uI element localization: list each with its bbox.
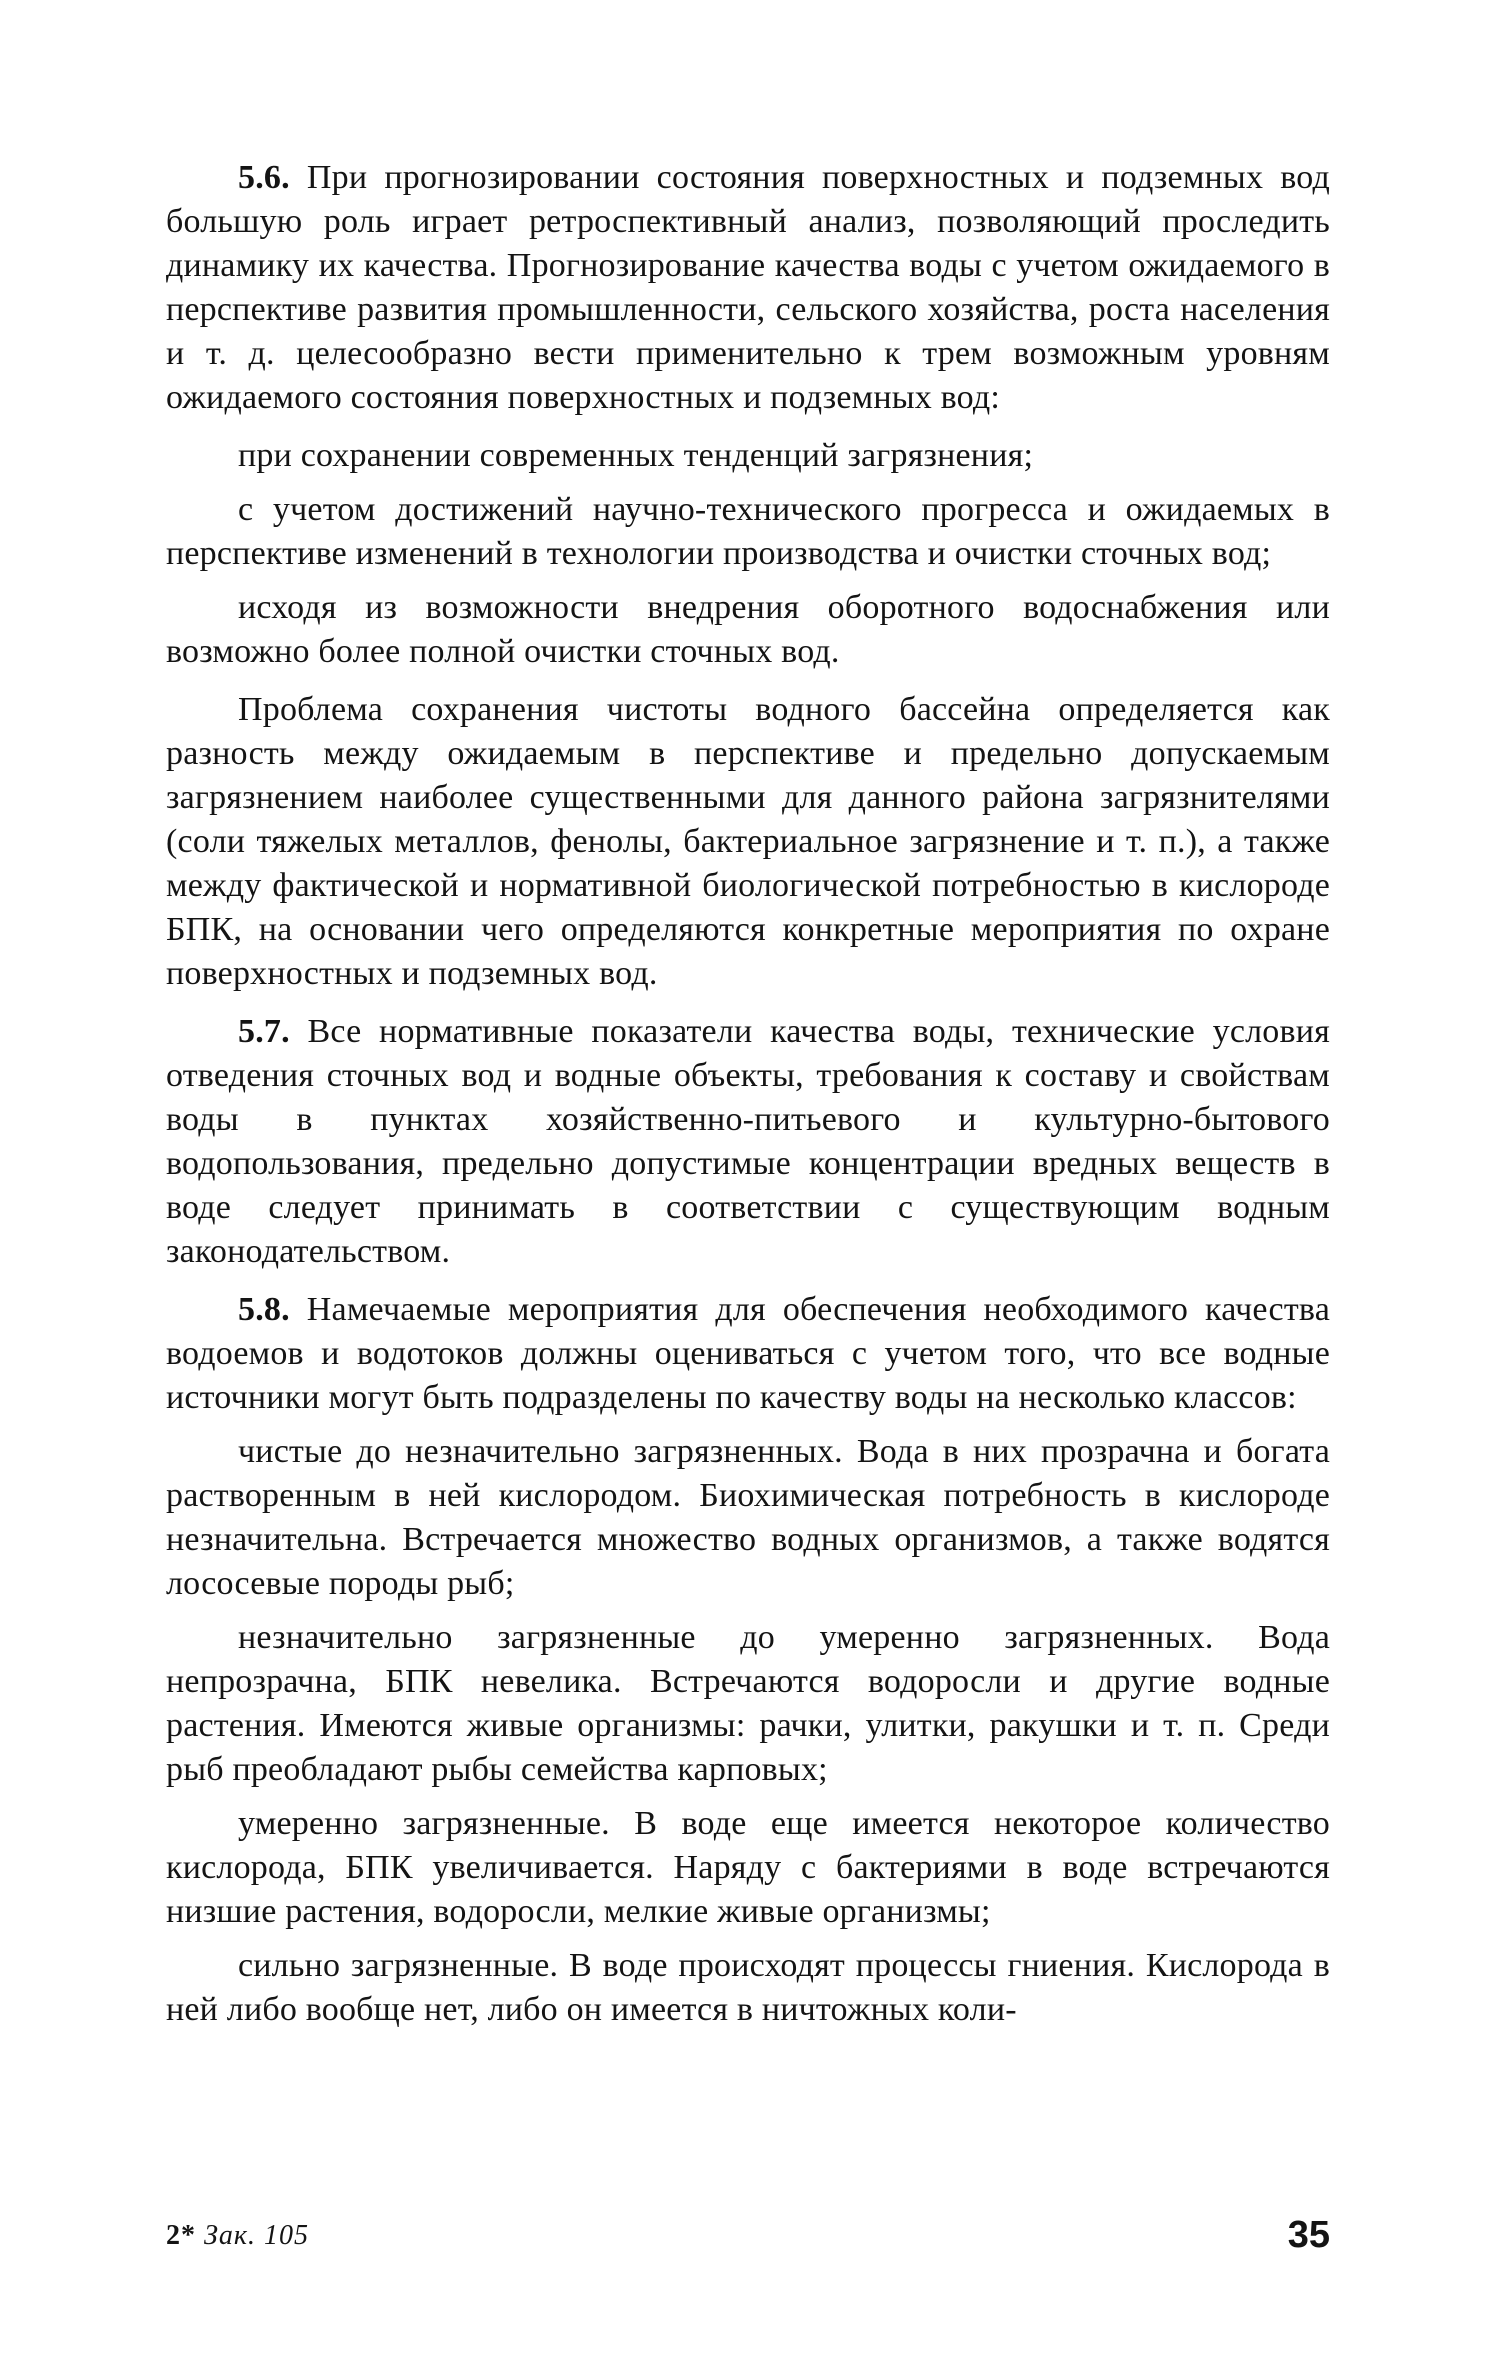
- print-order-note: [166, 2220, 309, 2252]
- paragraph-text: при сохранении современных тенденций загрязнения;: [238, 437, 1034, 474]
- order-number: Зак. 105: [204, 2220, 309, 2251]
- paragraph-text: сильно загрязненные. В воде происходят процессы гниения. Кислорода в ней либо вообще нет, либо он имеется в ничтожных коли-: [166, 1947, 1330, 2028]
- paragraph-text: чистые до незначительно загрязненных. Вода в них прозрачна и богата растворенным в ней кислородом. Биохимическая потребность в кислороде незначительна. Встречается множество водных организмов, а также водятся лососевые породы рыб;: [166, 1433, 1330, 1602]
- section-number: 5.7.: [238, 1013, 290, 1050]
- paragraph-problem: [166, 688, 1330, 996]
- paragraph-text: умеренно загрязненные. В воде еще имеется некоторое количество кислорода, БПК увеличивается. Наряду с бактериями в воде встречаются низшие растения, водоросли, мелкие живые организмы;: [166, 1805, 1330, 1930]
- paragraph-text: Проблема сохранения чистоты водного бассейна определяется как разность между ожидаемым в перспективе и предельно допускаемым загрязнением наиболее существенными для данного района загрязнителями (соли тяжелых металлов, фенолы, бактериальное загрязнение и т. п.), а также между фактической и нормативной биологической потребностью в кислороде БПК, на основании чего определяются конкретные мероприятия по охране поверхностных и подземных вод.: [166, 691, 1330, 992]
- list-item-recycling-water: [166, 586, 1330, 674]
- paragraph-text: При прогнозировании состояния поверхностных и подземных вод большую роль играет ретроспективный анализ, позволяющий проследить динамику их качества. Прогнозирование качества воды с учетом ожидаемого в перспективе развития промышленности, сельского хозяйства, роста населения и т. д. целесообразно вести применительно к трем возможным уровням ожидаемого состояния поверхностных и подземных вод:: [166, 159, 1331, 416]
- paragraph-text: незначительно загрязненные до умеренно загрязненных. Вода непрозрачна, БПК невелика. Встречаются водоросли и другие водные растения. Имеются живые организмы: рачки, улитки, ракушки и т. п. Среди рыб преобладают рыбы семейства карповых;: [166, 1619, 1330, 1788]
- page-body: [166, 156, 1330, 2042]
- page-footer: [166, 2214, 1330, 2264]
- class-heavily-polluted: [166, 1944, 1330, 2032]
- paragraph-text: Все нормативные показатели качества воды, технические условия отведения сточных вод и водные объекты, требования к составу и свойствам воды в пунктах хозяйственно-питьевого и культурно-бытового водопользования, предельно допустимые концентрации вредных веществ в воде следует принимать в соответствии с существующим водным законодательством.: [166, 1013, 1330, 1270]
- paragraph-text: Намечаемые мероприятия для обеспечения необходимого качества водоемов и водотоков должны оцениваться с учетом того, что все водные источники могут быть подразделены по качеству воды на несколько классов:: [166, 1291, 1331, 1416]
- section-number: 5.8.: [238, 1291, 290, 1328]
- list-item-current-trends: [166, 434, 1330, 478]
- class-clean: [166, 1430, 1330, 1606]
- paragraph-text: исходя из возможности внедрения оборотного водоснабжения или возможно более полной очистки сточных вод.: [166, 589, 1330, 670]
- class-moderately-polluted: [166, 1802, 1330, 1934]
- section-number: 5.6.: [238, 159, 290, 196]
- paragraph-text: с учетом достижений научно-технического прогресса и ожидаемых в перспективе изменений в технологии производства и очистки сточных вод;: [166, 491, 1330, 572]
- class-slightly-polluted: [166, 1616, 1330, 1792]
- page-number: 35: [1287, 2214, 1330, 2256]
- list-item-scientific-progress: [166, 488, 1330, 576]
- paragraph-5-8: [166, 1288, 1330, 1420]
- signature-mark: 2*: [166, 2220, 196, 2251]
- paragraph-5-6: [166, 156, 1330, 420]
- paragraph-5-7: [166, 1010, 1330, 1274]
